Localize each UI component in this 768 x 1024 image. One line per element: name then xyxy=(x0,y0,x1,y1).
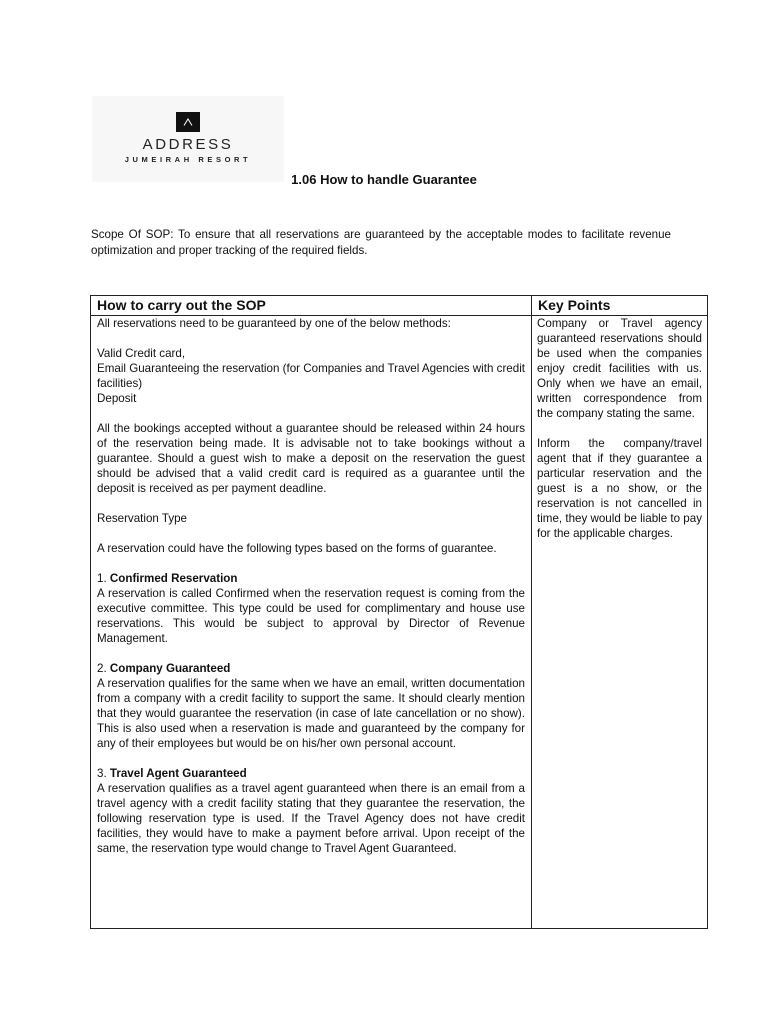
scope-of-sop: Scope Of SOP: To ensure that all reservations are guaranteed by the acceptable modes to facilitate revenue optimization and proper tracking of the required fields. xyxy=(91,228,671,257)
header-key-points: Key Points xyxy=(532,296,708,316)
method-item: Email Guaranteeing the reservation (for Companies and Travel Agencies with credit facilities) xyxy=(97,362,525,390)
logo-wordmark: ADDRESS xyxy=(142,136,234,153)
logo-subtitle: JUMEIRAH RESORT xyxy=(124,155,252,164)
release-paragraph: All the bookings accepted without a guarantee should be released within 24 hours of the reservation being made. It is advisable not to take bookings without a guarantee. Should a guest wish to make a deposit on the reservation the guest should be advised that a valid credit card is required as a guarantee until the deposit is received as per payment deadline. xyxy=(97,422,525,495)
header-how-to: How to carry out the SOP xyxy=(91,296,532,316)
types-intro: A reservation could have the following types based on the forms of guarantee. xyxy=(97,542,497,555)
address-logo xyxy=(92,96,284,182)
type-heading: 2. Company Guaranteed xyxy=(97,662,231,675)
key-point: Inform the company/travel agent that if they guarantee a particular reservation and the guest is a no show, or the reservation is not cancelled in time, they would be liable to pay for the applicable charges. xyxy=(537,437,702,540)
method-item: Valid Credit card, xyxy=(97,347,186,360)
logo-caret-icon xyxy=(176,112,200,132)
type-description: A reservation qualifies for the same when we have an email, written documentation from a company with a credit facility to support the same. It should clearly mention that they would guarantee the reservation (in case of late cancellation or no show). This is also used when a reservation is made and guaranteed by the company for any of their employees but would be on his/her own personal account. xyxy=(97,677,525,750)
key-points-cell xyxy=(532,316,708,929)
table-header-row xyxy=(91,296,708,316)
type-heading: 1. Confirmed Reservation xyxy=(97,572,238,585)
how-to-cell xyxy=(91,316,532,929)
sop-table xyxy=(90,295,708,929)
reservation-type-heading: Reservation Type xyxy=(97,512,188,525)
type-description: A reservation qualifies as a travel agent guaranteed when there is an email from a travel agency with a credit facility stating that they guarantee the reservation, the following reservation type is used. If the Travel Agency does not have credit facilities, they would have to make a payment before arrival. Upon receipt of the same, the reservation type would change to Travel Agent Guaranteed. xyxy=(97,782,525,855)
table-row xyxy=(91,316,708,929)
methods-intro: All reservations need to be guaranteed by one of the below methods: xyxy=(97,317,451,330)
page-title: 1.06 How to handle Guarantee xyxy=(291,172,477,187)
method-item: Deposit xyxy=(97,392,137,405)
key-point: Company or Travel agency guaranteed reservations should be used when the companies enjoy credit facilities with us. Only when we have an email, written correspondence from the company stating the same. xyxy=(537,317,702,420)
type-heading: 3. Travel Agent Guaranteed xyxy=(97,767,247,780)
type-description: A reservation is called Confirmed when the reservation request is coming from the executive committee. This type could be used for complimentary and house use reservations. This would be subject to approval by Director of Revenue Management. xyxy=(97,587,525,645)
